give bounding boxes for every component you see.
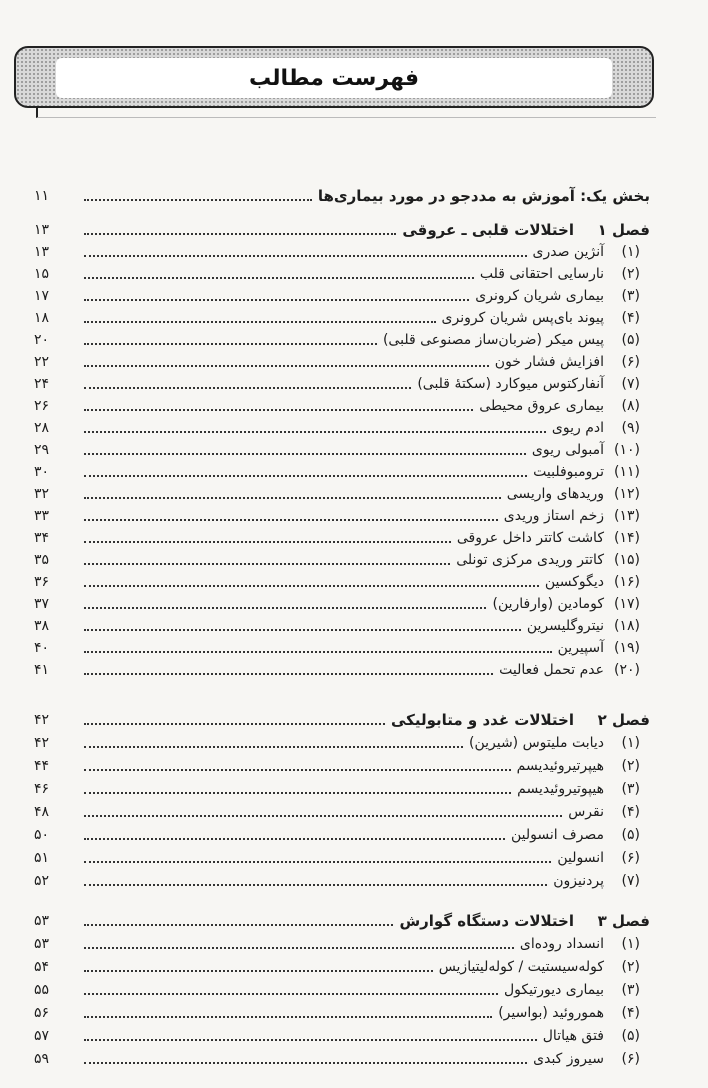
toc-item[interactable] — [34, 731, 650, 753]
page-number: ۵۶ — [34, 1005, 50, 1021]
page-number: ۴۲ — [34, 735, 50, 751]
item-number: (۱) — [621, 244, 640, 260]
toc-item[interactable] — [34, 846, 650, 868]
dot-leader — [84, 387, 411, 389]
item-title: پیس میکر (ضربان‌ساز مصنوعی قلبی) — [382, 332, 604, 348]
toc-item[interactable] — [34, 350, 650, 372]
dot-leader — [84, 199, 312, 201]
item-number: (۳) — [621, 288, 640, 304]
dot-leader — [84, 884, 547, 886]
page-number: ۵۳ — [34, 936, 50, 952]
item-title: آمبولی ریوی — [531, 442, 604, 458]
dot-leader — [84, 815, 562, 817]
toc-item[interactable] — [34, 482, 650, 504]
item-number: (۲) — [621, 758, 640, 774]
toc-item[interactable] — [34, 306, 650, 328]
item-title: زخم استاز وریدی — [503, 508, 604, 524]
page-number: ۵۰ — [34, 827, 50, 843]
chapter-row[interactable] — [34, 909, 650, 931]
page-number: ۳۸ — [34, 618, 50, 634]
item-number: (۲) — [621, 959, 640, 975]
dot-leader — [84, 541, 451, 543]
dot-leader — [84, 475, 527, 477]
item-title: مصرف انسولین — [511, 827, 604, 843]
toc-item[interactable] — [34, 1024, 650, 1046]
page-number: ۵۹ — [34, 1051, 50, 1067]
item-number: (۱۳) — [614, 508, 640, 524]
dot-leader — [84, 277, 474, 279]
item-number: (۴) — [621, 310, 640, 326]
page-number: ۲۰ — [34, 332, 50, 348]
page-number: ۳۰ — [34, 464, 50, 480]
item-title: پیوند بای‌پس شریان کرونری — [441, 310, 604, 326]
chapter-title: اختلالات غدد و متابولیکی — [390, 711, 574, 729]
toc-item[interactable] — [34, 658, 650, 680]
item-number: (۷) — [621, 873, 640, 889]
page-number: ۱۳ — [34, 222, 50, 238]
item-number: (۸) — [621, 398, 640, 414]
toc-item[interactable] — [34, 328, 650, 350]
item-title: دیگوکسین — [544, 574, 604, 590]
item-title: ترومبوفلبیت — [533, 464, 604, 480]
toc-item[interactable] — [34, 592, 650, 614]
dot-leader — [84, 769, 511, 771]
chapter-label: فصل ۲ — [597, 711, 650, 729]
page-number: ۴۲ — [34, 712, 50, 728]
chapter-label: فصل ۳ — [597, 912, 650, 930]
item-number: (۱۱) — [614, 464, 640, 480]
chapter-row[interactable] — [34, 708, 650, 730]
item-title: کاشت کاتتر داخل عروقی — [456, 530, 604, 546]
page-number: ۴۸ — [34, 804, 50, 820]
item-title: انسولین — [557, 850, 604, 866]
item-title: هیپوتیروئیدیسم — [517, 781, 604, 797]
item-number: (۷) — [621, 376, 640, 392]
item-number: (۶) — [621, 850, 640, 866]
item-title: سیروز کبدی — [533, 1051, 604, 1067]
item-title: هموروئید (بواسیر) — [498, 1005, 604, 1021]
toc-item[interactable] — [34, 416, 650, 438]
toc-item[interactable] — [34, 504, 650, 526]
page-number: ۴۰ — [34, 640, 50, 656]
dot-leader — [84, 1016, 492, 1018]
item-number: (۱) — [621, 735, 640, 751]
item-number: (۱۰) — [614, 442, 640, 458]
dot-leader — [84, 233, 396, 235]
toc-item[interactable] — [34, 1047, 650, 1069]
page-number: ۱۷ — [34, 288, 50, 304]
toc-item[interactable] — [34, 978, 650, 1000]
page-number: ۲۹ — [34, 442, 50, 458]
item-title: نقرس — [568, 804, 604, 820]
item-title: بیماری شریان کرونری — [475, 288, 604, 304]
page-number: ۴۴ — [34, 758, 50, 774]
chapter-row[interactable] — [34, 218, 650, 240]
dot-leader — [84, 673, 493, 675]
item-number: (۲) — [621, 266, 640, 282]
page-number: ۵۴ — [34, 959, 50, 975]
dot-leader — [84, 746, 463, 748]
page-number: ۵۷ — [34, 1028, 50, 1044]
toc-item[interactable] — [34, 614, 650, 636]
item-title: نارسایی احتقانی قلب — [479, 266, 604, 282]
dot-leader — [84, 365, 489, 367]
dot-leader — [84, 299, 469, 301]
section-row[interactable] — [34, 184, 650, 206]
dot-leader — [84, 585, 539, 587]
item-number: (۱۸) — [614, 618, 640, 634]
page-number: ۳۶ — [34, 574, 50, 590]
item-number: (۹) — [621, 420, 640, 436]
toc-item[interactable] — [34, 372, 650, 394]
item-title: ادم ریوی — [551, 420, 604, 436]
item-number: (۶) — [621, 1051, 640, 1067]
toc-item[interactable] — [34, 570, 650, 592]
page-number: ۳۲ — [34, 486, 50, 502]
item-number: (۴) — [621, 1005, 640, 1021]
page-number: ۲۴ — [34, 376, 50, 392]
page-number: ۵۱ — [34, 850, 50, 866]
section-title: بخش یک: آموزش به مددجو در مورد بیماری‌ها — [317, 187, 650, 205]
toc-item[interactable] — [34, 869, 650, 891]
item-title: هیپرتیروئیدیسم — [516, 758, 604, 774]
toc-item[interactable] — [34, 262, 650, 284]
item-title: انسداد روده‌ای — [519, 936, 604, 952]
page-number: ۵۳ — [34, 913, 50, 929]
dot-leader — [84, 651, 552, 653]
dot-leader — [84, 1039, 537, 1041]
item-number: (۱) — [621, 936, 640, 952]
toc-item[interactable] — [34, 460, 650, 482]
toc-item[interactable] — [34, 438, 650, 460]
dot-leader — [84, 497, 501, 499]
toc-item[interactable] — [34, 1001, 650, 1023]
item-title: آسپیرین — [557, 640, 604, 656]
chapter-title: اختلالات دستگاه گوارش — [399, 912, 574, 930]
dot-leader — [84, 453, 526, 455]
dot-leader — [84, 321, 436, 323]
page-title: فهرست مطالب — [248, 65, 420, 91]
item-title: کاتتر وریدی مرکزی تونلی — [456, 552, 604, 568]
item-number: (۳) — [621, 982, 640, 998]
toc-item[interactable] — [34, 394, 650, 416]
toc-item[interactable] — [34, 526, 650, 548]
dot-leader — [84, 431, 546, 433]
toc-item[interactable] — [34, 777, 650, 799]
page-number: ۲۶ — [34, 398, 50, 414]
item-number: (۶) — [621, 354, 640, 370]
item-number: (۵) — [621, 332, 640, 348]
item-number: (۵) — [621, 827, 640, 843]
toc-item[interactable] — [34, 284, 650, 306]
toc-item[interactable] — [34, 823, 650, 845]
chapter-label: فصل ۱ — [597, 221, 650, 239]
toc-item[interactable] — [34, 754, 650, 776]
item-number: (۱۷) — [614, 596, 640, 612]
page-number: ۳۴ — [34, 530, 50, 546]
item-number: (۱۶) — [614, 574, 640, 590]
page-number: ۴۱ — [34, 662, 50, 678]
page-number: ۵۲ — [34, 873, 50, 889]
toc-item[interactable] — [34, 955, 650, 977]
item-title: بیماری دیورتیکول — [503, 982, 604, 998]
item-title: آنژین صدری — [532, 244, 604, 260]
toc-item[interactable] — [34, 636, 650, 658]
dot-leader — [84, 255, 527, 257]
dot-leader — [84, 723, 385, 725]
item-title: کومادین (وارفارین) — [492, 596, 604, 612]
item-number: (۳) — [621, 781, 640, 797]
item-title: بیماری عروق محیطی — [479, 398, 604, 414]
page-number: ۲۲ — [34, 354, 50, 370]
page-number: ۴۶ — [34, 781, 50, 797]
item-title: وریدهای واریسی — [506, 486, 604, 502]
item-number: (۱۴) — [614, 530, 640, 546]
toc-item[interactable] — [34, 240, 650, 262]
dot-leader — [84, 1062, 527, 1064]
page-number: ۲۸ — [34, 420, 50, 436]
item-number: (۵) — [621, 1028, 640, 1044]
item-title: فتق هیاتال — [542, 1028, 604, 1044]
item-number: (۴) — [621, 804, 640, 820]
item-title: دیابت ملیتوس (شیرین) — [468, 735, 604, 751]
page-number: ۱۱ — [34, 188, 50, 204]
page-number: ۱۵ — [34, 266, 50, 282]
item-number: (۱۹) — [614, 640, 640, 656]
item-number: (۲۰) — [614, 662, 640, 678]
item-title: عدم تحمل فعالیت — [499, 662, 604, 678]
page-number: ۱۳ — [34, 244, 50, 260]
dot-leader — [84, 838, 505, 840]
dot-leader — [84, 970, 433, 972]
dot-leader — [84, 409, 473, 411]
item-title: پردنیزون — [553, 873, 604, 889]
item-number: (۱۵) — [614, 552, 640, 568]
dot-leader — [84, 519, 498, 521]
item-title: آنفارکتوس میوکارد (سکتهٔ قلبی) — [417, 376, 604, 392]
toc-item[interactable] — [34, 932, 650, 954]
dot-leader — [84, 924, 393, 926]
dot-leader — [84, 861, 551, 863]
item-number: (۱۲) — [614, 486, 640, 502]
dot-leader — [84, 563, 450, 565]
dot-leader — [84, 947, 514, 949]
page-number: ۵۵ — [34, 982, 50, 998]
page-number: ۳۳ — [34, 508, 50, 524]
page-number: ۳۵ — [34, 552, 50, 568]
page-number: ۱۸ — [34, 310, 50, 326]
toc-item[interactable] — [34, 548, 650, 570]
dot-leader — [84, 792, 511, 794]
dot-leader — [84, 607, 486, 609]
item-title: نیتروگلیسرین — [526, 618, 604, 634]
dot-leader — [84, 629, 521, 631]
item-title: کوله‌سیستیت / کوله‌لیتیازیس — [438, 959, 604, 975]
item-title: افزایش فشار خون — [494, 354, 604, 370]
dot-leader — [84, 993, 498, 995]
toc-item[interactable] — [34, 800, 650, 822]
page-number: ۳۷ — [34, 596, 50, 612]
chapter-title: اختلالات قلبی ـ عروقی — [402, 221, 574, 239]
dot-leader — [84, 343, 377, 345]
